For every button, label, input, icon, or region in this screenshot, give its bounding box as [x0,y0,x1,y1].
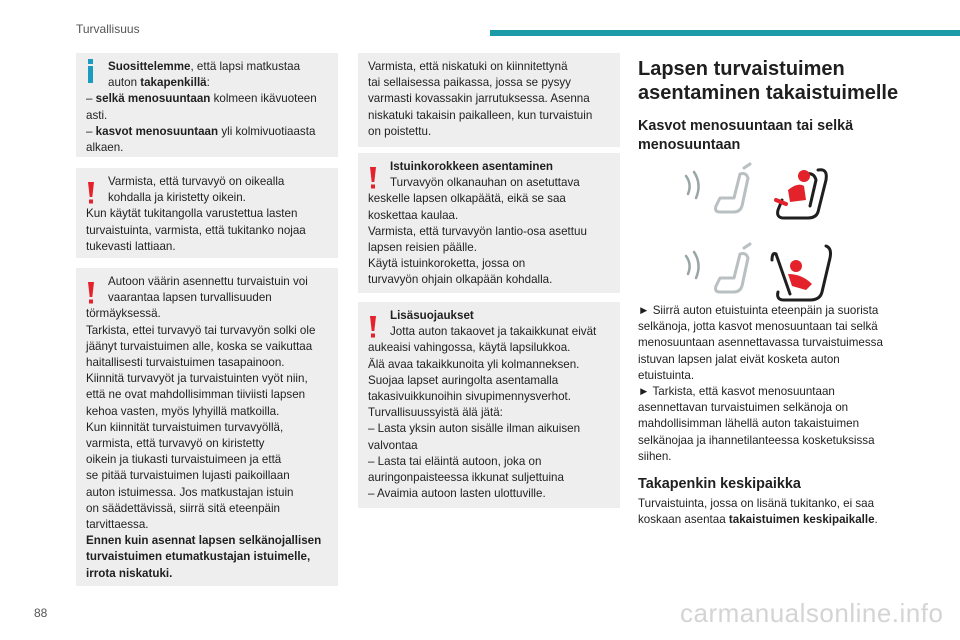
warning-text: Varmista, että turvavyön lantio-osa asettuu [368,224,587,238]
body-text: selkänojaa ja ihannetilanteessa kosketuksissa [638,433,875,447]
warning-text: kehoa vasten, myös lyhyillä matkoilla. [86,404,280,418]
warning-text-bold: irrota niskatuki. [86,566,173,580]
heading-line: Lapsen turvaistuimen [638,58,845,80]
warning-text: lapsen reisien päälle. [368,241,477,255]
warning-text: aukeaisi vahingossa, käytä lapsilukkoa. [368,341,571,355]
page-heading [638,57,938,105]
info-text: yli kolmivuotiaasta [218,124,316,138]
warning-text: Jotta auton takaovet ja takaikkunat eivät [390,325,597,339]
warning-text: auringonpaisteessa ikkunat suljettuina [368,471,564,485]
subheading-center-seat: Takapenkin keskipaikka [638,476,801,492]
warning-text: haitallisesti turvaistuimen tasapainoon. [86,356,285,370]
body-text: Turvaistuinta, jossa on lisänä tukitanko, ei saa [638,497,875,510]
subheading-line: Kasvot menosuuntaan tai selkä [638,118,854,134]
note-text: niskatuki takaisin paikalleen, kun turvaistuin [368,108,593,122]
body-text: asennettavan turvaistuimen selkänoja on [638,401,849,415]
warning-text: Kun kiinnität turvaistuimen turvavyöllä, [86,420,284,434]
warning-box-booster [358,153,620,293]
note-text: on poistettu. [368,124,432,138]
section-title: Turvallisuus [76,22,140,36]
info-text: – [86,124,96,138]
warning-text: takasivuikkunoihin sivupimennysverhot. [368,390,571,404]
note-text: Varmista, että niskatuki on kiinnitettynä [368,60,568,73]
body-text: ► Tarkista, että kasvot menosuuntaan [638,385,835,399]
warning-text: valvontaa [368,438,418,452]
warning-text-bold: turvaistuimen etumatkustajan istuimelle, [86,550,311,564]
warning-text: – Lasta tai eläintä autoon, joka on [368,454,542,468]
warning-icon [86,182,96,204]
warning-text-bold: Ennen kuin asennat lapsen selkänojallisen [86,534,322,548]
warning-text: varmista, että turvavyö on kiristetty [86,437,265,451]
info-text: auton [108,76,141,90]
page-number: 88 [34,606,48,620]
info-box [76,53,338,157]
warning-text: törmäyksessä. [86,307,161,321]
body-text: mahdollisimman lähellä auton takaistuimen [638,417,860,431]
info-text: selkä menosuuntaan [95,92,211,106]
info-text: – [86,92,96,106]
warning-icon [368,167,378,189]
note-text: varmasti kovassakin jarrutuksessa. Asenna [368,92,590,106]
warning-text: Käytä istuinkoroketta, jossa on [368,257,526,271]
rear-facing-child-seat-icon [680,240,840,306]
center-seat-text [638,496,938,528]
warning-title: Lisäsuojaukset [390,309,474,322]
body-text: selkänoja, jotta kasvot menosuuntaan tai selkä [638,320,878,334]
warning-text: kohdalla ja kiristetty oikein. [108,191,246,205]
body-text: koskaan asentaa [638,513,729,527]
warning-text: Tarkista, ettei turvavyö tai turvavyön solki ole [86,323,316,337]
info-text: takapenkillä [140,76,207,90]
warning-text: oikein ja tiukasti turvaistuimeen ja että [86,453,282,467]
header-accent-bar [490,30,960,36]
warning-text: tukevasti lattiaan. [86,239,176,253]
body-text: ► Siirrä auton etuistuinta eteenpäin ja suorista [638,304,879,317]
facing-instructions [638,303,938,465]
subheading-facing [638,117,938,155]
body-text: . [874,513,878,527]
warning-icon [368,316,378,338]
warning-text: Turvallisuussyistä älä jätä: [368,406,503,420]
warning-text: Turvavyön olkanauhan on asetuttava [390,176,580,190]
warning-text: – Avaimia autoon lasten ulottuville. [368,487,546,501]
warning-text: Kun käytät tukitangolla varustettua lasten [86,207,298,221]
warning-text: koskettaa kaulaa. [368,208,459,222]
info-text: , että lapsi matkustaa [190,60,301,73]
warning-box-seatbelt [76,168,338,258]
info-text: kolmeen ikävuoteen [210,92,317,106]
warning-text: että ne ovat mahdollisimman tiiviisti lapsen [86,388,306,402]
info-text: kasvot menosuuntaan [95,124,219,138]
warning-text: Älä avaa takaikkunoita yli kolmanneksen. [368,357,580,371]
warning-text: Autoon väärin asennettu turvaistuin voi [108,275,308,288]
warning-box-protection [358,302,620,508]
warning-text: – Lasta yksin auton sisälle ilman aikuisen [368,422,581,436]
warning-text: se pitää turvaistuimen lujasti paikoillaan [86,469,290,483]
body-text: menosuuntaan asennettavassa turvaistuimessa [638,336,883,350]
info-icon [88,59,93,83]
warning-text: turvavyön ohjain olkapään kohdalla. [368,273,553,287]
info-text: : [206,76,210,90]
info-text: asti. [86,108,108,122]
body-text: istuvan lapsen jalat eivät kosketa auton [638,352,840,366]
warning-text: Varmista, että turvavyö on oikealla [108,175,285,188]
warning-text: auton istuimessa. Jos matkustajan istuin [86,485,294,499]
headrest-note-box [358,53,620,147]
body-text-bold: takaistuimen keskipaikalle [728,513,875,527]
warning-icon [86,282,96,304]
subheading-line: menosuuntaan [638,137,741,153]
watermark: carmanualsonline.info [680,598,944,628]
info-text: Suosittelemme [108,60,191,73]
warning-text: keskelle lapsen olkapäätä, eikä se saa [368,192,566,206]
warning-text: turvaistuinta, varmista, että tukitanko nojaa [86,223,306,237]
forward-facing-child-seat-icon [680,160,840,226]
warning-box-installation [76,268,338,586]
note-text: tai sellaisessa paikassa, jossa se pysyy [368,76,571,90]
warning-text: Suojaa lapset auringolta asentamalla [368,373,559,387]
warning-text: vaarantaa lapsen turvallisuuden [108,291,272,305]
warning-text: jäänyt turvaistuimen alle, koska se vaikuttaa [86,339,313,353]
warning-text: on säädettävissä, siirrä sitä eteenpäin [86,501,280,515]
warning-text: Kiinnitä turvavyöt ja turvaistuinten vyöt niin, [86,372,308,386]
warning-text: tarvittaessa. [86,518,149,532]
warning-title: Istuinkorokkeen asentaminen [390,160,554,173]
info-text: alkaen. [86,141,124,155]
heading-line: asentaminen takaistuimelle [638,82,899,104]
body-text: etuistuinta. [638,368,695,382]
body-text: siihen. [638,449,672,463]
